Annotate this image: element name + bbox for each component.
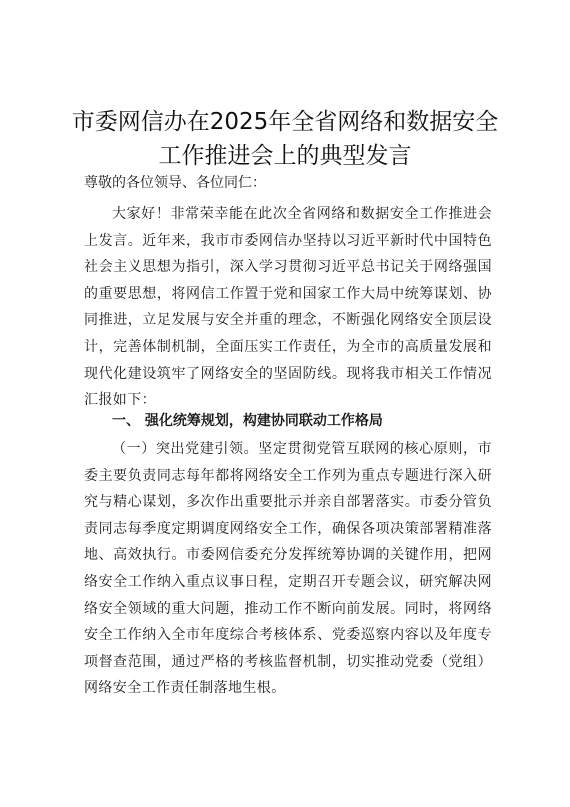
document-title-line-2: 工作推进会上的典型发言 <box>158 143 412 169</box>
opening-paragraph: 大家好！非常荣幸能在此次全省网络和数据安全工作推进会上发言。近年来，我市市委网信办坚持以习近平新时代中国特色社会主义思想为指引，深入学习贯彻习近平总书记关于网络强国的重要思想，将网信工作置于党和国家工作大局中统筹谋划、协同推进，立足发展与安全并重的理念，不断强化网络安全顶层设计，完善体制机制，全面压实工作责任，为全市的高质量发展和现代化建设筑牢了网络安全的坚固防线。现将我市相关工作情况汇报如下： <box>84 206 492 409</box>
section-heading-1: 一、 强化统筹规划，构建协同联动工作格局 <box>112 413 383 429</box>
document-title-line-1: 市委网信办在2025年全省网络和数据安全 <box>71 109 499 135</box>
salutation: 尊敬的各位领导、各位同仁： <box>84 175 266 191</box>
section-1-paragraph-1: （一）突出党建引领。坚定贯彻党管互联网的核心原则，市委主要负责同志每年都将网络安全工作列为重点专题进行深入研究与精心谋划，多次作出重要批示并亲自部署落实。市委分管负责同志每季度定期调度网络安全工作，确保各项决策部署精准落地、高效执行。市委网信委充分发挥统筹协调的关键作用，把网络安全工作纳入重点议事日程，定期召开专题会议，研究解决网络安全领域的重大问题，推动工作不断向前发展。同时，将网络安全工作纳入全市年度综合考核体系、党委巡察内容以及年度专项督查范围，通过严格的考核监督机制，切实推动党委（党组）网络安全工作责任制落地生根。 <box>84 441 492 697</box>
